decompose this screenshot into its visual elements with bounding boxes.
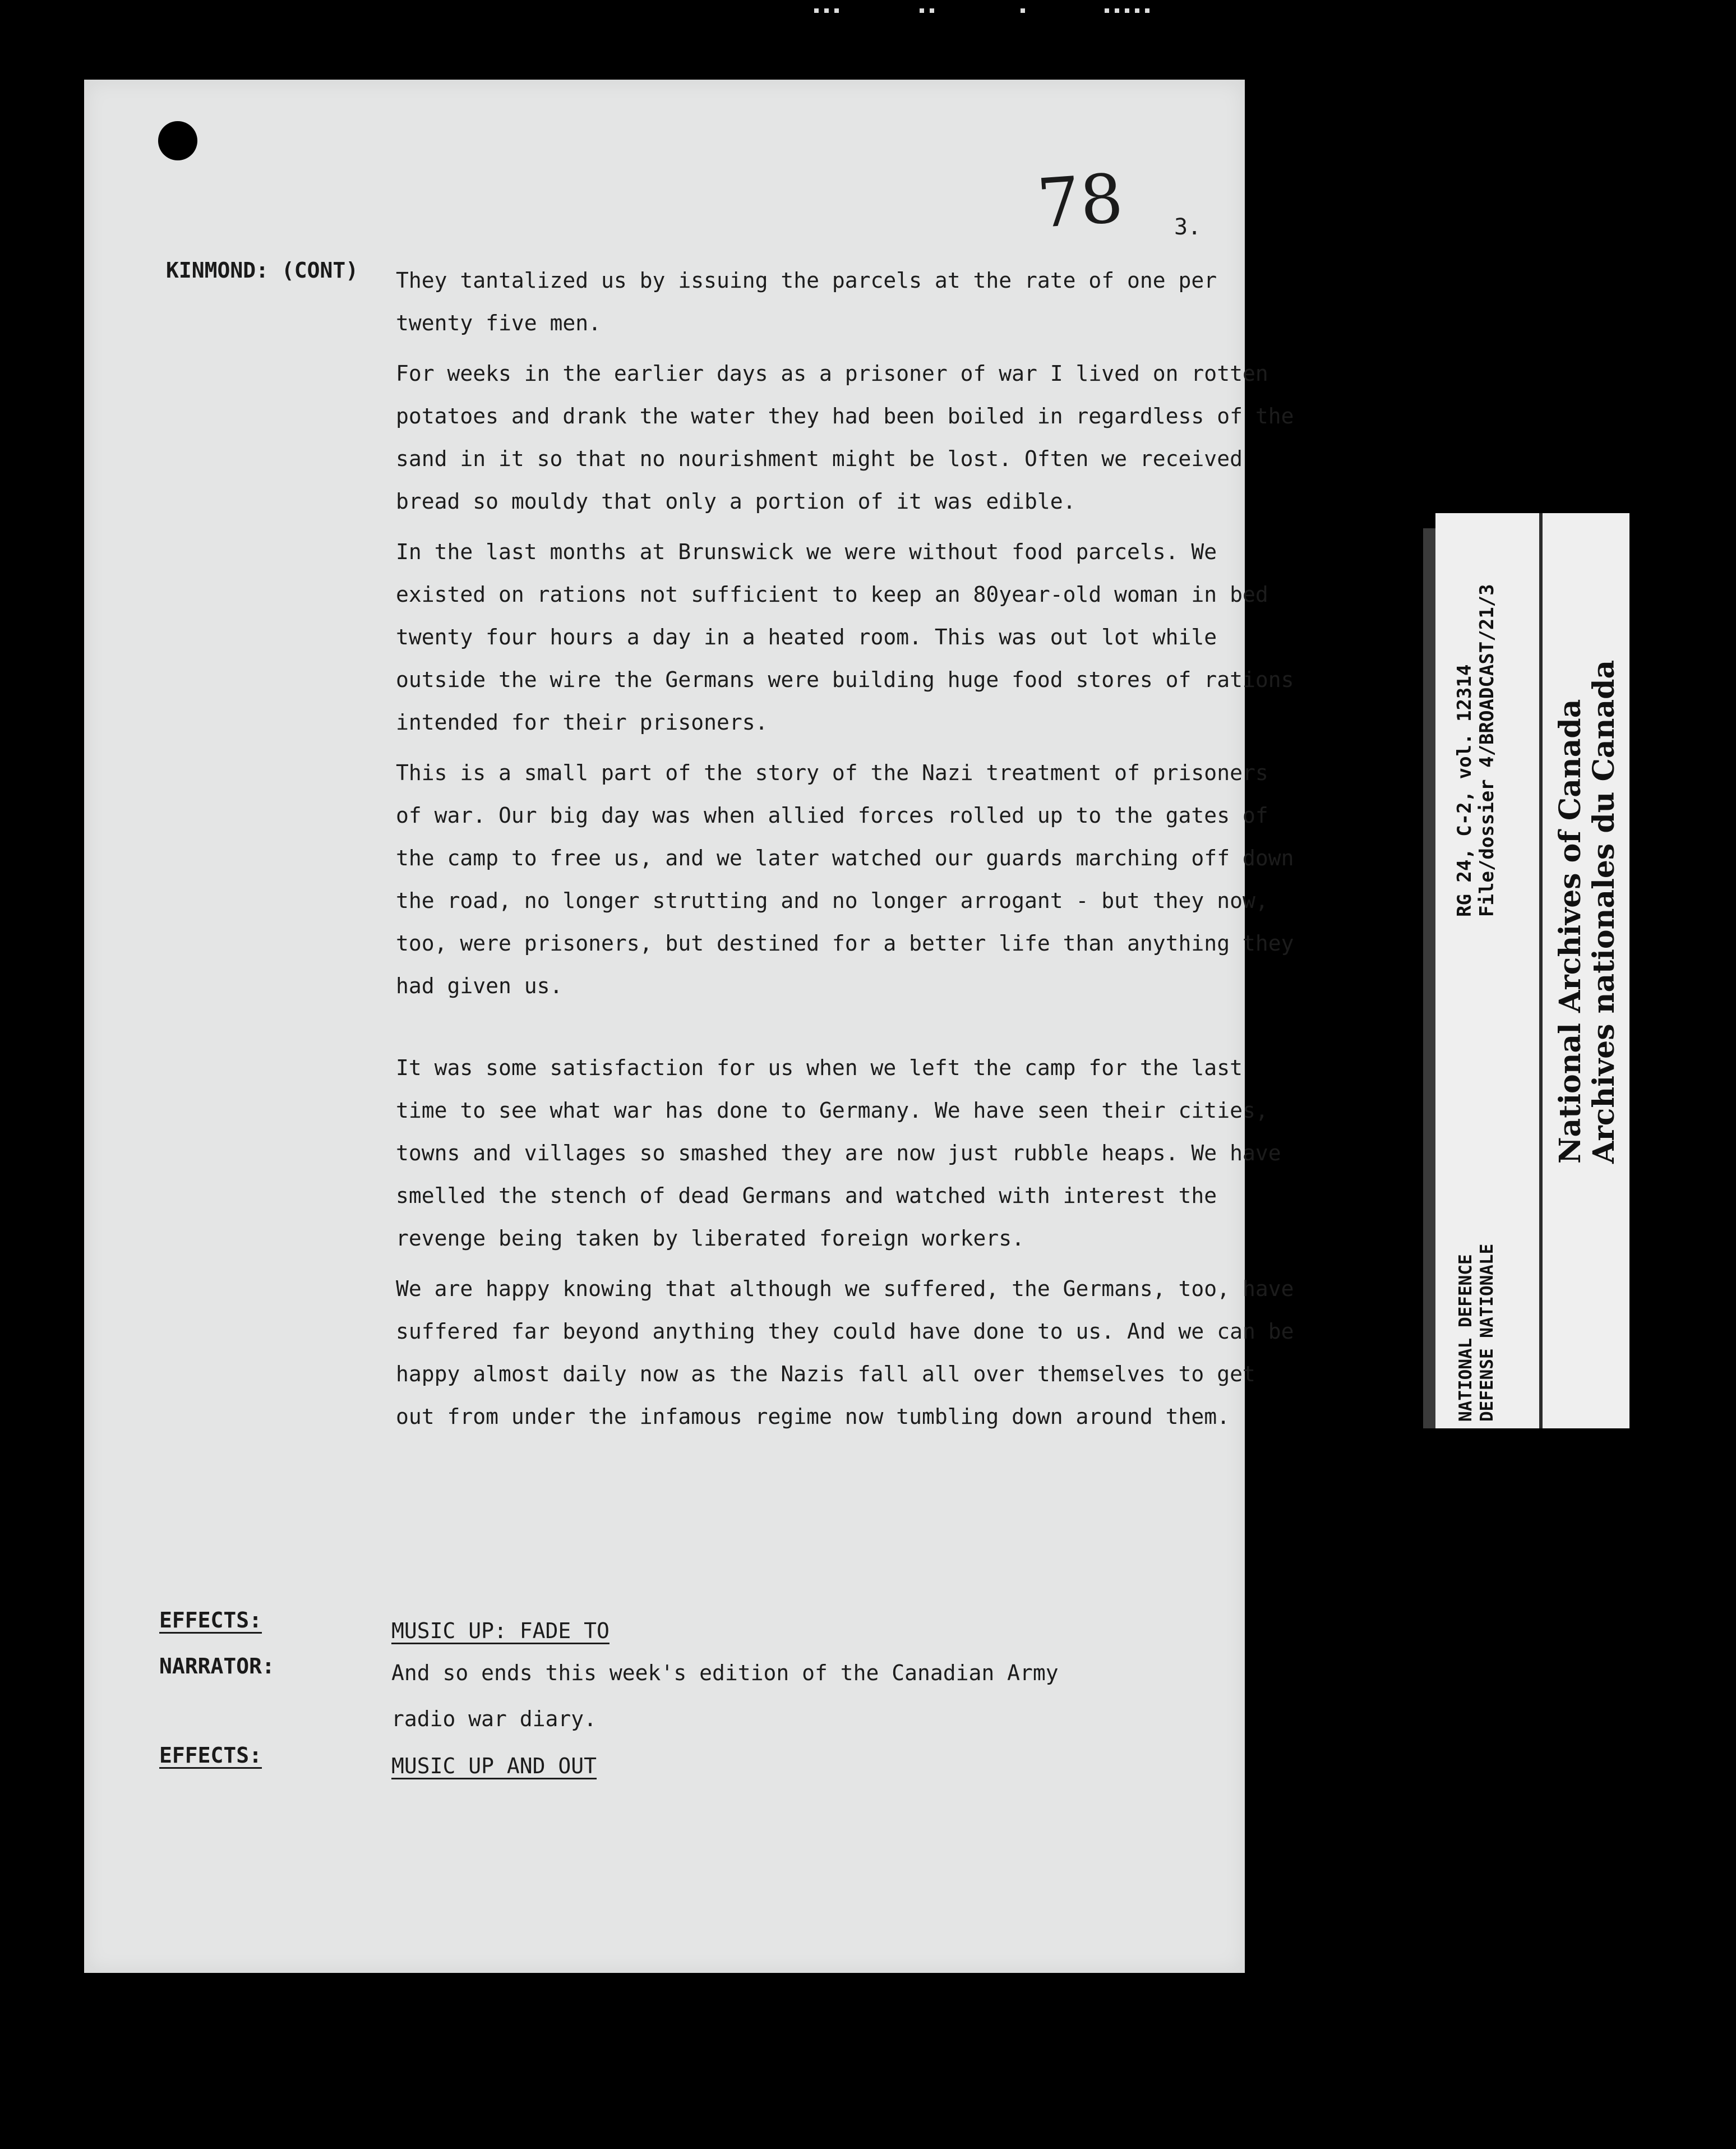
script-page: [84, 80, 1294, 1973]
film-edge-marks: [814, 4, 844, 12]
paragraph: In the last months at Brunswick we were without food parcels. We existed on rations not sufficient to keep an 80year-old woman in bed twenty four hours a day in a heated room. This was out lot while outside the wire the Germans were building huge food stores of rations intended for their prisoners.: [396, 539, 1294, 735]
archives-name-en: National Archives of Canada: [1553, 699, 1587, 1164]
punch-hole: [158, 121, 197, 160]
paragraph: It was some satisfaction for us when we left the camp for the last time to see what war has done to Germany. We have seen their cities, towns and villages so smashed they are now just rubble heaps. We have smelled the stench of dead Germans and watched with interest the revenge being taken by liberated foreign workers.: [396, 1055, 1281, 1251]
paragraph: They tantalized us by issuing the parcels at the rate of one per twenty five men.: [396, 268, 1217, 335]
film-edge-marks: [920, 4, 940, 12]
defense-nationale-label: DEFENSE NATIONALE: [1477, 1243, 1497, 1422]
cue-text-effects: MUSIC UP: FADE TO: [391, 1618, 610, 1643]
cue-text-narrator: And so ends this week's edition of the Canadian Army radio war diary.: [391, 1661, 1059, 1731]
cue-text-effects: MUSIC UP AND OUT: [391, 1754, 597, 1778]
cue-label-narrator: NARRATOR:: [159, 1654, 275, 1678]
national-defence-label: NATIONAL DEFENCE: [1456, 1254, 1476, 1422]
film-edge-marks: [1105, 4, 1155, 12]
speaker-label: KINMOND: (CONT): [166, 258, 359, 283]
paragraph: For weeks in the earlier days as a prisoner of war I lived on rotten potatoes and drank the water they had been boiled in regardless of the sand in it so that no nourishment might be lost. Often we received bread so mouldy that only a portion of it was edible.: [396, 361, 1294, 514]
page-number: 3.: [1174, 214, 1202, 240]
paragraph: This is a small part of the story of the Nazi treatment of prisoners of war. Our big day was when allied forces rolled up to the gates of the camp to free us, and we later watched our guards marching off down the road, no longer strutting and no longer arrogant - but they now, too, were prisoners, but destined for a better life than anything they had given us.: [396, 760, 1294, 998]
archive-label-divider: [1539, 513, 1543, 1428]
script-body: [396, 259, 1304, 1446]
film-edge-marks: [1021, 4, 1031, 12]
cue-label-effects: EFFECTS:: [159, 1608, 262, 1632]
reference-line: RG 24, C-2, vol. 12314: [1453, 664, 1476, 917]
cue-label-effects: EFFECTS:: [159, 1743, 262, 1768]
archive-label-edge: [1423, 528, 1435, 1428]
folio-number: 78: [1035, 159, 1126, 244]
archives-name-fr: Archives nationales du Canada: [1587, 660, 1621, 1164]
archive-label: [1435, 513, 1629, 1428]
reference-line: File/dossier 4/BROADCAST/21/3: [1476, 584, 1498, 917]
paragraph: We are happy knowing that although we suffered, the Germans, too, have suffered far beyond anything they could have done to us. And we can be happy almost daily now as the Nazis fall all over themselves to get out from under the infamous regime now tumbling down around them.: [396, 1276, 1294, 1429]
